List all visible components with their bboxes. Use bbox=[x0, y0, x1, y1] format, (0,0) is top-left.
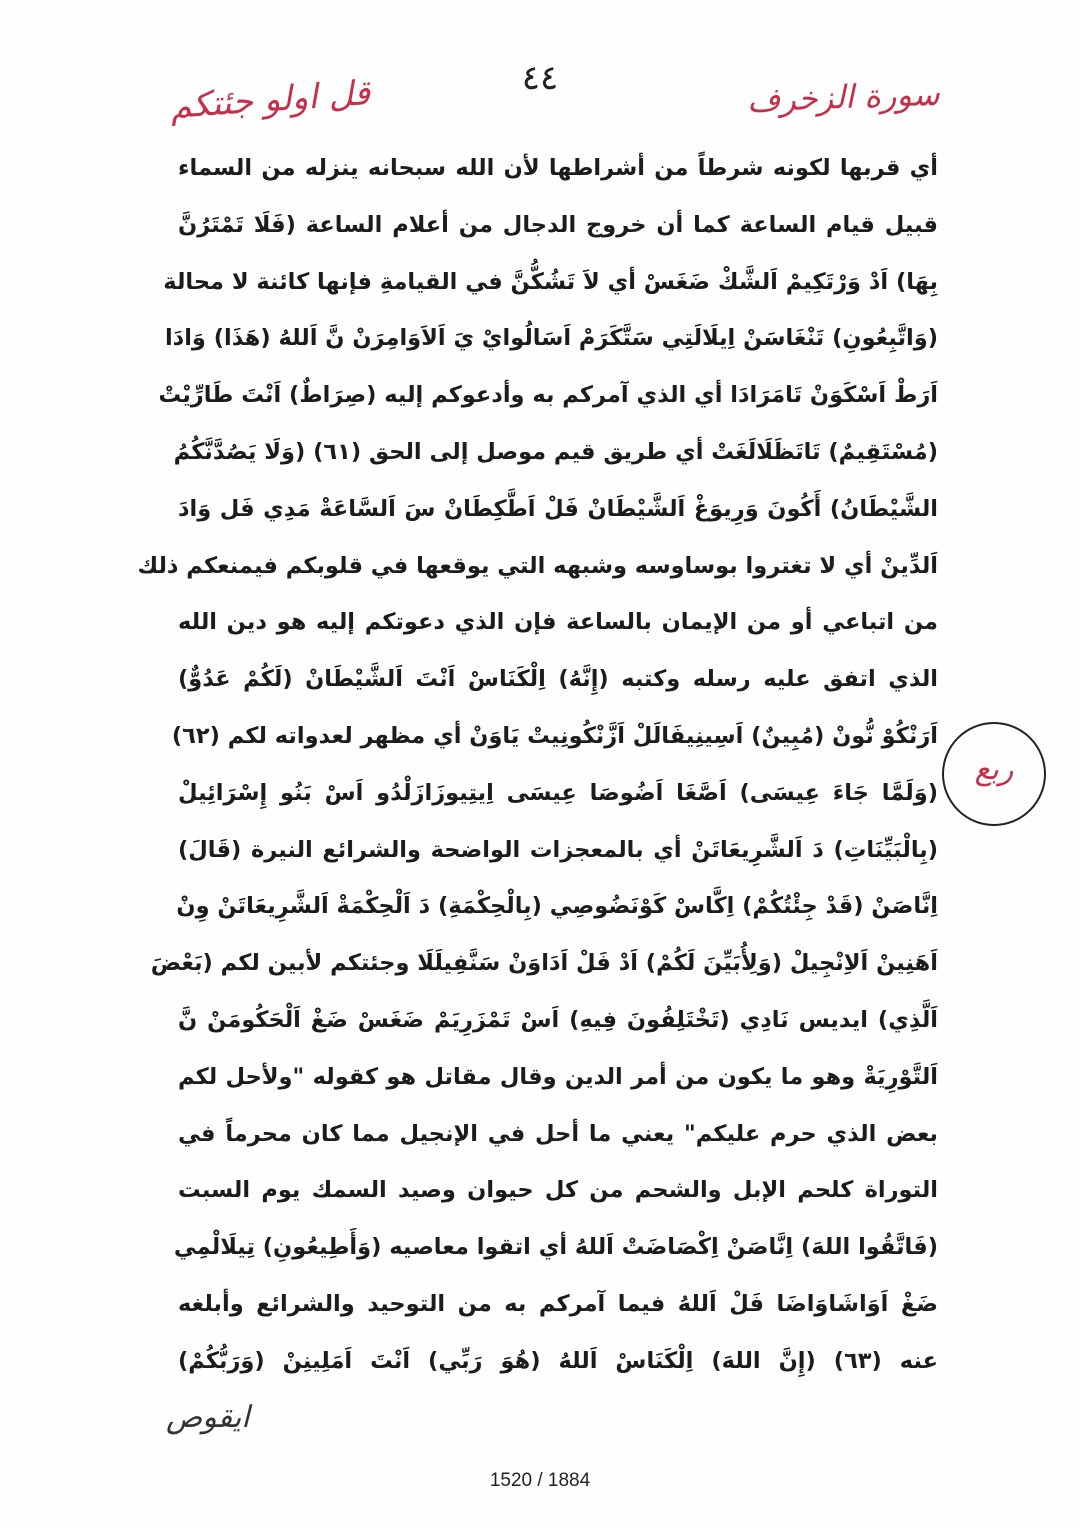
text-line: اَلتَّوْرِيَةْ وهو ما يكون من أمر الدين وقال مقاتل هو كقوله "ولأحل لكم bbox=[178, 1063, 938, 1090]
text-line: (مُسْتَقِيمٌ) تَاتَظَلَالَغَتْ أي طريق قيم موصل إلى الحق (٦١) (وَلَا يَصُدَّنَّكُمُ bbox=[173, 438, 938, 465]
text-line: اِنَّاصَنْ (قَدْ جِئْتُكُمْ) اِكَّاسْ كَوْنَضُوصِي (بِالْحِكْمَةِ) دَ اَلْحِكْمَةْ اَلشَّرِيعَاتَنْ وِنْ bbox=[176, 893, 938, 920]
text-line: (وَاتَّبِعُونِ) تَنْغَاسَنْ اِيلَالَتِي سَتَّكَرَمْ اَسَالُوايْ يَ اَلاَوَامِرَنْ نَّ اَللهُ (هَذَا) وَادَا bbox=[164, 325, 938, 352]
margin-note: ربع bbox=[974, 752, 1014, 787]
text-line: اَلدِّينْ أي لا تغتروا بوساوسه وشبهه التي يوقعها في قلوبكم فيمنعكم ذلك bbox=[137, 552, 938, 579]
text-line: من اتباعي أو من الإيمان بالساعة فإن الذي دعوتكم إليه هو دين الله bbox=[178, 609, 938, 636]
text-line: (وَلَمَّا جَاءَ عِيسَى) اَصَّغَا اَضُوصَا عِيسَى اِيتِيوزَازَلْدُو اَسْ بَنُو إِسْرَائِيلْ bbox=[178, 779, 938, 806]
text-line: اَرَنْكُوْ نُّونْ (مُبِينٌ) اَسِينِيفَالَلْ اَزَّنْكُونِيتْ يَاوَنْ أي مظهر لعدواته لكم (٦٢) bbox=[171, 722, 938, 749]
handwritten-surah-title: سورة الزخرف bbox=[746, 74, 941, 120]
page-number: ٤٤ bbox=[521, 58, 559, 98]
page-counter: 1520 / 1884 bbox=[489, 1470, 591, 1491]
text-line: اَرَطْ اَسْكَوَنْ تَامَرَادَا أي الذي آمركم به وأدعوكم إليه (صِرَاطٌ) اَنْتَ طَارِّيْتْ bbox=[158, 382, 938, 409]
text-line: (فَاتَّقُوا اللهَ) اِنَّاصَنْ اِكْصَاضَتْ اَللهُ أي اتقوا معاصيه (وَأَطِيعُونِ) تِيلَالْمِي bbox=[173, 1234, 938, 1261]
text-line: الذي اتفق عليه رسله وكتبه (إِنَّهُ) اِلْكَنَاسْ اَنْتَ اَلشَّيْطَانْ (لَكُمْ عَدُوٌّ) bbox=[178, 666, 938, 693]
text-line: عنه (٦٣) (إِنَّ اللهَ) اِلْكَنَاسْ اَللهُ (هُوَ رَبِّي) اَنْتَ اَمَلِينِنْ (وَرَبُّكُمْ) bbox=[178, 1347, 938, 1374]
text-line: الشَّيْطَانُ) أَكُونَ وَرِيوَغْ اَلشَّيْطَانْ فَلْ اَطَّكِطَانْ سَ اَلسَّاعَةْ مَدِي فَل وَادَ bbox=[178, 495, 938, 522]
catchword: ايقوص bbox=[166, 1400, 250, 1435]
handwritten-header-note: قل اولو جئتكم bbox=[168, 73, 372, 127]
text-line: قبيل قيام الساعة كما أن خروج الدجال من أعلام الساعة (فَلَا تَمْتَرُنَّ bbox=[178, 211, 938, 238]
text-line: أي قربها لكونه شرطاً من أشراطها لأن الله سبحانه ينزله من السماء bbox=[178, 155, 938, 181]
text-line: اَهَنِينْ اَلاِنْجِيلْ (وَلِأُبَيِّنَ لَكُمْ) اَدْ فَلْ اَدَاوَنْ سَنَّفِيلَلَا وجئتكم لأبين لكم (بَعْضَ bbox=[150, 950, 938, 977]
text-line: التوراة كلحم الإبل والشحم من كل حيوان وصيد السمك يوم السبت bbox=[178, 1177, 938, 1204]
text-line: ضَغْ اَوَاشَاوَاضَا فَلْ اَللهُ فيما آمركم به من التوحيد والشرائع وأبلغه bbox=[178, 1290, 938, 1317]
text-line: اَلَّذِي) ايديس نَادِي (تَخْتَلِفُونَ فِيهِ) اَسْ تَمْزَرِيَمْ ضَغَسْ ضَغْ اَلْحَكُومَنْ نَّ bbox=[178, 1006, 938, 1033]
text-line: بعض الذي حرم عليكم" يعني ما أحل في الإنجيل مما كان محرماً في bbox=[178, 1120, 938, 1147]
text-line: (بِالْبَيِّنَاتِ) دَ اَلشَّرِيعَاتَنْ أي بالمعجزات الواضحة والشرائع النيرة (قَالَ) bbox=[178, 836, 938, 863]
text-line: بِهَا) اَدْ وَرْتَكِيمْ اَلشَّكْ ضَغَسْ أي لاَ تَشُكُّنَّ في القيامةِ فإنها كائنة لا محالة bbox=[163, 268, 938, 295]
body-text bbox=[137, 140, 938, 1390]
